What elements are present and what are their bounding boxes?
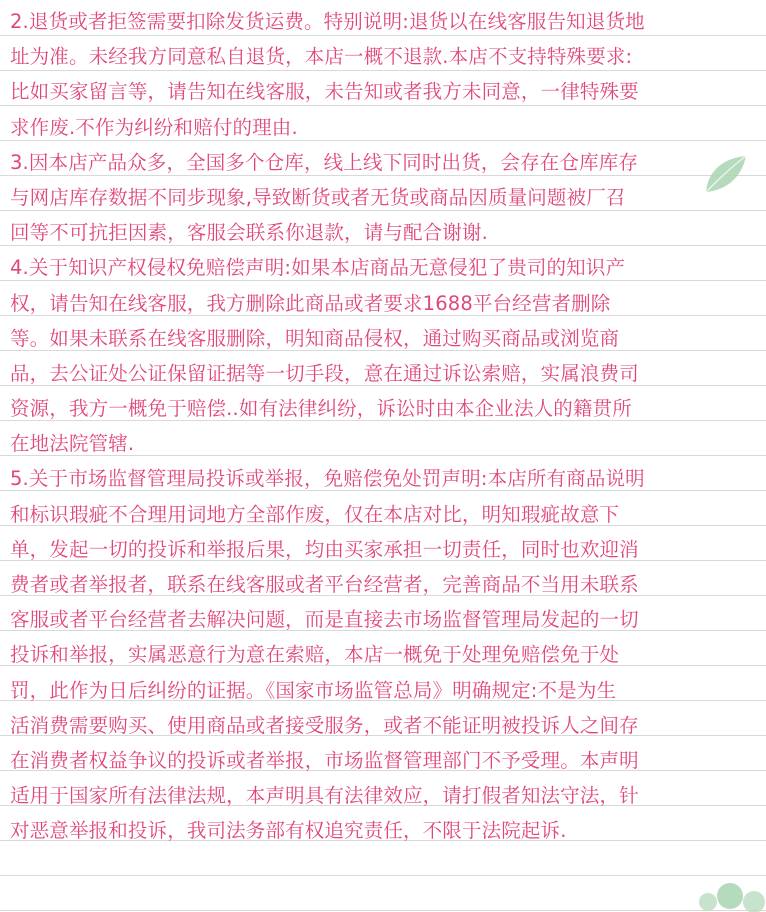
notice-line: 址为准。未经我方同意私自退货，本店一概不退款.本店不支持特殊要求:	[10, 45, 633, 69]
notice-line: 3.因本店产品众多，全国多个仓库，线上线下同时出货，会存在仓库库存	[10, 150, 639, 174]
notice-line: 等。如果未联系在线客服删除，明知商品侵权，通过购买商品或浏览商	[10, 326, 620, 350]
notice-line: 5.关于市场监督管理局投诉或举报，免赔偿免处罚声明:本店所有商品说明	[10, 467, 645, 491]
notice-line: 适用于国家所有法律法规，本声明具有法律效应，请打假者知法守法，针	[10, 784, 639, 808]
notice-line: 资源，我方一概免于赔偿..如有法律纠纷，诉讼时由本企业法人的籍贯所	[10, 397, 632, 421]
notice-line: 和标识瑕疵不合理用词地方全部作废，仅在本店对比，明知瑕疵故意下	[10, 502, 620, 526]
notice-line: 单，发起一切的投诉和举报后果，均由买家承担一切责任，同时也欢迎消	[10, 537, 639, 561]
notice-line: 权，请告知在线客服，我方删除此商品或者要求1688平台经营者删除	[10, 291, 611, 315]
notice-line: 4.关于知识产权侵权免赔偿声明:如果本店商品无意侵犯了贵司的知识产	[10, 256, 626, 280]
notice-line: 求作废.不作为纠纷和赔付的理由.	[10, 115, 298, 139]
notice-line: 在消费者权益争议的投诉或者举报，市场监督管理部门不予受理。本声明	[10, 748, 639, 772]
notice-line: 比如买家留言等，请告知在线客服，未告知或者我方未同意，一律特殊要	[10, 80, 639, 104]
notice-line: 投诉和举报，实属恶意行为意在索赔，本店一概免于处理免赔偿免于处	[10, 643, 620, 667]
notice-line: 活消费需要购买、使用商品或者接受服务，或者不能证明被投诉人之间存	[10, 713, 639, 737]
notice-line: 与网店库存数据不同步现象,导致断货或者无货或商品因质量问题被厂召	[10, 185, 626, 209]
leaf-icon	[696, 872, 766, 912]
notice-line: 回等不可抗拒因素，客服会联系你退款，请与配合谢谢.	[10, 221, 488, 245]
notice-text	[10, 4, 748, 849]
notice-line: 客服或者平台经营者去解决问题，而是直接去市场监督管理局发起的一切	[10, 608, 639, 632]
notice-line: 品，去公证处公证保留证据等一切手段，意在通过诉讼索赔，实属浪费司	[10, 361, 639, 385]
notice-line: 在地法院管辖.	[10, 432, 135, 456]
notice-line: 罚，此作为日后纠纷的证据。《国家市场监管总局》明确规定:不是为生	[10, 678, 617, 702]
leaf-icon	[702, 152, 748, 198]
notice-line: 2.退货或者拒签需要扣除发货运费。特别说明:退货以在线客服告知退货地	[10, 10, 645, 33]
notice-line: 对恶意举报和投诉，我司法务部有权追究责任，不限于法院起诉.	[10, 819, 567, 843]
notice-line: 费者或者举报者，联系在线客服或者平台经营者，完善商品不当用未联系	[10, 573, 639, 596]
